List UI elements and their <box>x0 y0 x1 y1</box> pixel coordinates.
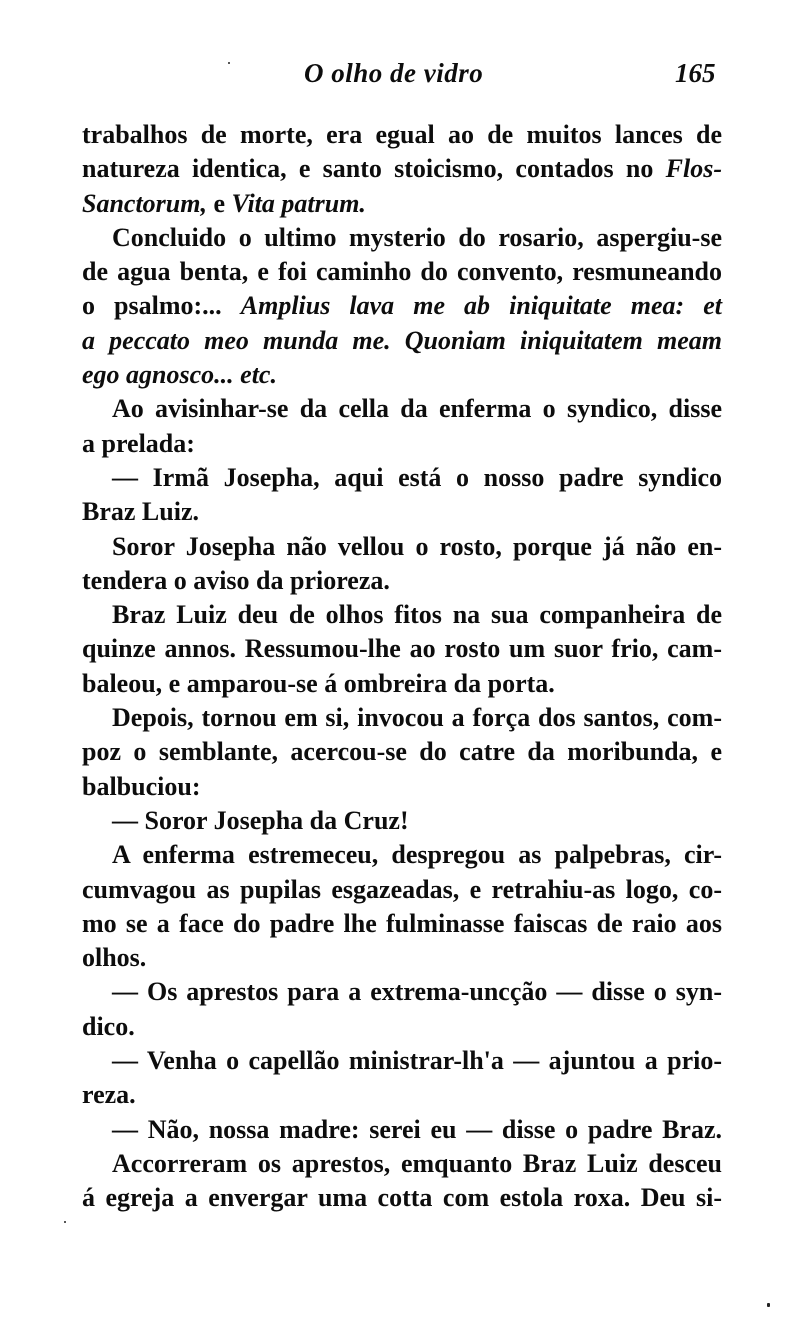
text-line <box>82 632 722 666</box>
text-line <box>82 598 722 632</box>
text-run: cumvagou as pupilas esgazeadas, e retrahiu-as logo, co- <box>82 874 722 904</box>
text-line <box>82 804 722 838</box>
text-run: Soror Josepha não vellou o rosto, porque já não en- <box>112 531 722 561</box>
text-run: a prelada: <box>82 428 195 458</box>
text-run: A enferma estremeceu, despregou as palpebras, cir- <box>112 840 722 870</box>
text-line <box>82 289 722 323</box>
text-run: Depois, tornou em si, invocou a força dos santos, com- <box>112 703 722 733</box>
italic-text: Flos- <box>665 154 722 184</box>
text-line <box>82 770 722 804</box>
text-run: — Soror Josepha da Cruz! <box>112 805 409 835</box>
text-line <box>82 701 722 735</box>
text-line <box>82 667 722 701</box>
text-run: Braz Luiz deu de olhos fitos na sua companheira de <box>112 600 722 630</box>
text-line <box>82 152 722 186</box>
text-run: poz o semblante, acercou-se do catre da moribunda, e <box>82 737 722 767</box>
text-line <box>82 941 722 975</box>
print-speck <box>64 1221 66 1223</box>
text-line <box>82 118 722 152</box>
text-run: dico. <box>82 1011 135 1041</box>
text-run: reza. <box>82 1080 136 1110</box>
text-line <box>82 358 722 392</box>
text-line <box>82 495 722 529</box>
print-speck <box>767 1303 770 1307</box>
text-run: Concluido o ultimo mysterio do rosario, aspergiu-se <box>112 222 722 252</box>
text-run: — Os aprestos para a extrema-uncção — disse o syn- <box>112 977 722 1007</box>
italic-text: Amplius lava me ab iniquitate mea: et <box>240 291 722 321</box>
text-line <box>82 1113 722 1147</box>
text-line <box>82 1147 722 1181</box>
italic-text: Sanctorum, <box>82 188 207 218</box>
text-run: trabalhos de morte, era egual ao de muitos lances de <box>82 120 722 149</box>
text-run: baleou, e amparou-se á ombreira da porta. <box>82 668 555 698</box>
text-line <box>82 1010 722 1044</box>
text-line <box>82 907 722 941</box>
text-run: tendera o aviso da prioreza. <box>82 565 390 595</box>
text-run: mo se a face do padre lhe fulminasse faiscas de raio aos <box>82 908 722 938</box>
text-line <box>82 564 722 598</box>
text-line <box>82 530 722 564</box>
text-line <box>82 1181 722 1215</box>
text-line <box>82 187 722 221</box>
text-run: natureza identica, e santo stoicismo, contados no <box>82 154 666 184</box>
text-run: balbuciou: <box>82 771 201 801</box>
text-line <box>82 392 722 426</box>
text-line <box>82 255 722 289</box>
text-line <box>82 1078 722 1112</box>
text-run: e <box>207 188 232 218</box>
text-run: á egreja a envergar uma cotta com estola roxa. Deu si- <box>82 1183 722 1213</box>
text-run: de agua benta, e foi caminho do convento, resmuneando <box>82 257 722 287</box>
text-line <box>82 221 722 255</box>
text-line <box>82 427 722 461</box>
print-speck <box>228 62 230 64</box>
body-text <box>82 118 722 1216</box>
page-header <box>0 58 800 98</box>
text-line <box>82 324 722 358</box>
italic-text: ego agnosco... etc. <box>82 360 277 390</box>
text-run: Ao avisinhar-se da cella da enferma o syndico, disse <box>112 394 722 424</box>
text-run: — Não, nossa madre: serei eu — disse o padre Braz. <box>112 1114 722 1144</box>
text-run: o psalmo:... <box>82 291 241 321</box>
italic-text: a peccato meo munda me. Quoniam iniquitatem meam <box>82 325 722 355</box>
running-title: O olho de vidro <box>304 58 484 88</box>
text-run: — Venha o capellão ministrar-lh'a — ajuntou a prio- <box>112 1046 722 1076</box>
text-line <box>82 461 722 495</box>
text-run: Accorreram os aprestos, emquanto Braz Luiz desceu <box>112 1148 722 1178</box>
italic-text: Vita patrum. <box>231 188 366 218</box>
text-line <box>82 735 722 769</box>
text-line <box>82 975 722 1009</box>
text-run: quinze annos. Ressumou-lhe ao rosto um suor frio, cam- <box>82 634 722 664</box>
text-run: — Irmã Josepha, aqui está o nosso padre syndico <box>112 462 722 492</box>
text-line <box>82 873 722 907</box>
text-run: Braz Luiz. <box>82 497 199 527</box>
text-line <box>82 1044 722 1078</box>
text-line <box>82 838 722 872</box>
text-run: olhos. <box>82 943 147 973</box>
page-number: 165 <box>675 58 716 88</box>
